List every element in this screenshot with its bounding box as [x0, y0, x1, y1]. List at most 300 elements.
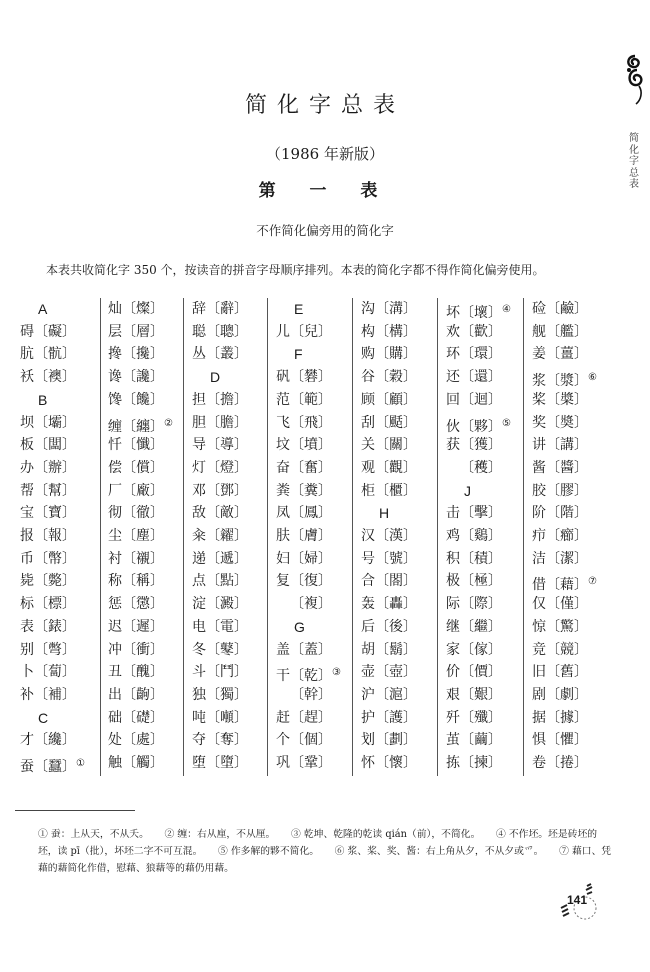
character-entry [532, 752, 588, 776]
simplified-char: 彻 [108, 505, 122, 522]
traditional-char: 〔蓋〕 [290, 641, 332, 658]
traditional-char: 〔關〕 [375, 437, 417, 454]
traditional-char: 〔繼〕 [460, 618, 502, 635]
simplified-char: 艰 [446, 686, 460, 703]
traditional-char: 〔穀〕 [375, 369, 417, 386]
traditional-char: 〔齣〕 [122, 686, 164, 703]
simplified-char: 顾 [361, 391, 375, 408]
simplified-char: 邓 [192, 482, 206, 499]
traditional-char: 〔夥〕 [460, 418, 502, 435]
simplified-char: 称 [108, 573, 122, 590]
simplified-char: 担 [192, 391, 206, 408]
character-entry [276, 707, 332, 731]
simplified-char: 姜 [532, 346, 546, 363]
simplified-char: 坝 [20, 414, 34, 431]
character-entry [192, 661, 248, 685]
footnote-3: ③ 乾坤、乾隆的乾读 qián（前），不简化。 [290, 829, 481, 840]
edition-label: （1986 年新版） [266, 145, 384, 163]
character-entry [108, 389, 164, 413]
character-entry [192, 616, 248, 640]
character-entry [192, 412, 248, 436]
traditional-char: 〔叢〕 [206, 346, 248, 363]
character-entry [192, 525, 248, 549]
simplified-char: 籴 [192, 528, 206, 544]
simplified-char: 赶 [276, 709, 290, 726]
traditional-char: 〔處〕 [122, 732, 164, 749]
traditional-char: 〔攙〕 [122, 346, 164, 363]
traditional-char: 〔擊〕 [460, 505, 502, 522]
character-entry [20, 729, 76, 753]
character-entry [532, 616, 588, 640]
character-entry [192, 434, 248, 458]
footnote-divider [15, 810, 135, 811]
traditional-char: 〔電〕 [206, 618, 248, 635]
traditional-char: 〔償〕 [122, 459, 164, 476]
simplified-char: 飞 [276, 414, 290, 431]
simplified-char: 坏 [446, 305, 460, 321]
traditional-char: 〔薑〕 [546, 346, 588, 363]
simplified-char: 极 [446, 573, 460, 590]
traditional-char: 〔稱〕 [122, 573, 164, 590]
simplified-char: 汉 [361, 528, 375, 544]
simplified-char: 惩 [108, 596, 122, 613]
simplified-char: 层 [108, 323, 122, 340]
character-entry [532, 707, 588, 731]
footnote-6: ⑥ 浆、桨、奖、酱：右上角从夕，不从夕或爫。 [334, 846, 544, 857]
simplified-char: 仅 [532, 596, 546, 613]
traditional-char: 〔讒〕 [122, 369, 164, 386]
character-entry [532, 321, 588, 345]
footnote-marker: ② [164, 417, 173, 429]
traditional-char: 〔礙〕 [34, 323, 76, 340]
footnote-marker: ① [76, 758, 85, 769]
traditional-char: 〔鄧〕 [206, 482, 248, 499]
simplified-char: 灯 [192, 459, 206, 476]
traditional-char: 〔階〕 [546, 505, 588, 522]
page-number: 141 [567, 893, 588, 907]
simplified-char: 谗 [108, 369, 122, 386]
simplified-char: 斗 [192, 664, 206, 681]
character-entry [361, 661, 417, 685]
character-entry [532, 457, 588, 481]
traditional-char: 〔蠶〕 [34, 759, 76, 775]
character-entry [361, 684, 417, 708]
character-entry [446, 321, 502, 345]
character-entry [446, 502, 502, 526]
simplified-char: 酱 [532, 459, 546, 476]
simplified-char: 洁 [532, 550, 546, 567]
character-entry [192, 343, 248, 367]
traditional-char: 〔藉〕 [546, 577, 588, 594]
traditional-char: 〔競〕 [546, 641, 588, 658]
simplified-char: 办 [20, 459, 34, 476]
traditional-char: 〔聰〕 [206, 323, 248, 340]
character-entry [20, 570, 76, 594]
traditional-char: 〔艦〕 [546, 323, 588, 340]
simplified-char: 轰 [361, 596, 375, 613]
simplified-char: 欢 [446, 323, 460, 340]
simplified-char: 夺 [192, 732, 206, 749]
column-rule [523, 298, 524, 776]
simplified-char: 据 [532, 709, 546, 726]
traditional-char: 〔講〕 [546, 437, 588, 454]
character-entry [361, 707, 417, 731]
simplified-char: 奋 [276, 459, 290, 476]
simplified-char: 巩 [276, 755, 290, 771]
simplified-char: 宝 [20, 505, 34, 522]
character-entry [20, 434, 76, 458]
traditional-char: 〔滬〕 [375, 686, 417, 703]
character-entry [446, 298, 511, 322]
character-entry [276, 752, 332, 776]
simplified-char: 丑 [108, 664, 122, 681]
traditional-char: 〔癤〕 [546, 528, 588, 544]
character-entry [108, 684, 164, 708]
traditional-char: 〔還〕 [460, 369, 502, 386]
character-entry [108, 502, 164, 526]
character-entry [361, 366, 417, 390]
simplified-char: 搀 [108, 346, 122, 363]
character-entry [20, 321, 76, 345]
simplified-char: 旧 [532, 664, 546, 681]
column-rule [437, 298, 438, 776]
traditional-char: 〔衝〕 [122, 641, 164, 658]
character-entry [532, 434, 588, 458]
traditional-char: 〔懼〕 [546, 732, 588, 749]
character-entry [276, 366, 332, 390]
traditional-char: 〔辭〕 [206, 301, 248, 317]
character-entry [20, 525, 76, 549]
character-entry [20, 502, 76, 526]
simplified-char: 硷 [532, 301, 546, 317]
character-entry [532, 661, 588, 685]
traditional-char: 〔潔〕 [546, 550, 588, 567]
character-entry [20, 752, 85, 776]
character-entry [532, 343, 588, 367]
simplified-char: 鸡 [446, 528, 460, 544]
simplified-char: 电 [192, 618, 206, 635]
character-entry [276, 593, 332, 617]
character-entry [361, 525, 417, 549]
simplified-char: 凤 [276, 505, 290, 522]
traditional-char: 〔澱〕 [206, 596, 248, 613]
simplified-char: 桨 [532, 391, 546, 408]
simplified-char: 剧 [532, 686, 546, 703]
simplified-char: 缠 [108, 418, 122, 435]
simplified-char: 才 [20, 732, 34, 749]
simplified-char: 惊 [532, 618, 546, 635]
simplified-char: 谷 [361, 369, 375, 386]
traditional-char: 〔補〕 [34, 686, 76, 703]
character-entry [276, 729, 332, 753]
simplified-char: 价 [446, 664, 460, 681]
character-entry [276, 639, 332, 663]
simplified-char: 淀 [192, 596, 206, 613]
character-entry [532, 593, 588, 617]
traditional-char: 〔膚〕 [290, 528, 332, 544]
traditional-char: 〔饞〕 [122, 391, 164, 408]
simplified-char: 舰 [532, 323, 546, 340]
traditional-char: 〔墳〕 [290, 437, 332, 454]
character-entry [446, 548, 502, 572]
traditional-char: 〔漢〕 [375, 528, 417, 544]
page-title: 简化字总表 [244, 93, 405, 118]
traditional-char: 〔迴〕 [460, 391, 502, 408]
character-entry [446, 343, 502, 367]
traditional-char: 〔際〕 [460, 596, 502, 613]
character-entry [20, 548, 76, 572]
traditional-char: 〔蔔〕 [34, 664, 76, 681]
traditional-char: 〔醬〕 [546, 459, 588, 476]
simplified-char: 沪 [361, 686, 375, 703]
character-entry [276, 661, 341, 685]
simplified-char: 胆 [192, 414, 206, 431]
traditional-char: 〔礎〕 [122, 709, 164, 726]
traditional-char: 〔閤〕 [375, 573, 417, 590]
traditional-char: 〔襯〕 [122, 550, 164, 567]
footnote-marker: ⑥ [588, 372, 597, 384]
character-entry [192, 298, 248, 322]
traditional-char: 〔報〕 [34, 528, 76, 544]
section-letter: D [210, 369, 221, 386]
traditional-char: 〔價〕 [460, 664, 502, 681]
traditional-char: 〔積〕 [460, 550, 502, 567]
character-entry [532, 298, 588, 322]
simplified-char: 馋 [108, 391, 122, 408]
character-entry [192, 480, 248, 504]
simplified-char: 观 [361, 459, 375, 476]
traditional-char: 〔斃〕 [34, 573, 76, 590]
simplified-char: 茧 [446, 732, 460, 749]
footnote-marker: ⑤ [502, 417, 511, 429]
traditional-char: 〔寶〕 [34, 505, 76, 522]
simplified-char: 递 [192, 550, 206, 567]
simplified-char: 阶 [532, 505, 546, 522]
traditional-char: 〔護〕 [375, 709, 417, 726]
traditional-char: 〔觀〕 [375, 459, 417, 476]
traditional-char: 〔殲〕 [460, 709, 502, 726]
simplified-char: 怀 [361, 755, 375, 771]
character-entry [108, 366, 164, 390]
simplified-char: 板 [20, 437, 34, 454]
simplified-char: 丛 [192, 346, 206, 363]
character-entry [361, 321, 417, 345]
traditional-char: 〔壩〕 [34, 414, 76, 431]
simplified-char: 触 [108, 755, 122, 771]
table-subtitle: 不作简化偏旁用的简化字 [256, 223, 394, 238]
simplified-char: 聪 [192, 323, 206, 340]
traditional-char: 〔壞〕 [460, 305, 502, 321]
character-entry [108, 343, 164, 367]
simplified-char: 堕 [192, 755, 206, 771]
character-entry [532, 502, 588, 526]
character-entry [532, 729, 588, 753]
traditional-char: 〔纏〕 [122, 418, 164, 435]
section-letter: E [294, 301, 304, 317]
character-entry [20, 616, 76, 640]
footnote-2: ② 缠：右从㢆，不从厘。 [164, 829, 276, 840]
character-entry [276, 684, 332, 708]
character-entry [361, 729, 417, 753]
simplified-char: 坟 [276, 437, 290, 454]
traditional-char: 〔遲〕 [122, 618, 164, 635]
traditional-char: 〔鼕〕 [206, 641, 248, 658]
footnote-7: ⑦ 藉口、凭藉的藉简化作借，慰藉、狼藉等的藉仍用藉。 [38, 846, 612, 874]
character-entry [192, 593, 248, 617]
character-entry [532, 570, 597, 594]
traditional-char: 〔歡〕 [460, 323, 502, 340]
simplified-char: 关 [361, 437, 375, 454]
column-rule [183, 298, 184, 776]
traditional-char: 〔劃〕 [375, 732, 417, 749]
section-letter: J [464, 482, 471, 499]
character-entry [108, 593, 164, 617]
simplified-char: 肮 [20, 346, 34, 363]
traditional-char: 〔幫〕 [34, 482, 76, 499]
simplified-char: 环 [446, 346, 460, 363]
traditional-char: 〔纔〕 [34, 732, 76, 749]
character-entry [192, 684, 248, 708]
character-entry [192, 548, 248, 572]
traditional-char: 〔層〕 [122, 323, 164, 340]
character-entry [361, 457, 417, 481]
simplified-char: 刮 [361, 414, 375, 431]
character-entry [446, 616, 502, 640]
simplified-char: 奖 [532, 414, 546, 431]
traditional-char: 〔鳳〕 [290, 505, 332, 522]
simplified-char: 敌 [192, 505, 206, 522]
traditional-char: 〔繭〕 [460, 732, 502, 749]
footnote-5: ⑤ 作多解的夥不简化。 [217, 846, 320, 857]
traditional-char: 〔導〕 [206, 437, 248, 454]
simplified-char: 号 [361, 550, 375, 567]
traditional-char: 〔購〕 [375, 346, 417, 363]
simplified-char: 击 [446, 505, 460, 522]
simplified-char: 冬 [192, 641, 206, 658]
simplified-char: 币 [20, 550, 34, 567]
character-entry [361, 752, 417, 776]
traditional-char: 〔徹〕 [122, 505, 164, 522]
footnote-1: ① 蚕：上从天，不从夭。 [38, 829, 149, 840]
traditional-char: 〔鬥〕 [206, 664, 248, 681]
character-entry [532, 684, 588, 708]
character-entry [108, 412, 173, 436]
traditional-char: 〔號〕 [375, 550, 417, 567]
character-entry [446, 570, 502, 594]
simplified-char: 讲 [532, 437, 546, 454]
simplified-char: 柜 [361, 482, 375, 499]
simplified-char: 复 [276, 573, 290, 590]
character-entry [108, 525, 164, 549]
character-entry [192, 457, 248, 481]
simplified-char: 借 [532, 577, 546, 594]
character-entry [108, 480, 164, 504]
character-entry [532, 389, 588, 413]
simplified-char: 独 [192, 686, 206, 703]
character-entry [361, 548, 417, 572]
simplified-char: 妇 [276, 550, 290, 567]
simplified-char: 帮 [20, 482, 34, 499]
character-entry [108, 298, 164, 322]
character-entry [20, 684, 76, 708]
simplified-char: 际 [446, 596, 460, 613]
character-entry [361, 593, 417, 617]
traditional-char: 〔轟〕 [375, 596, 417, 613]
traditional-char: 〔劇〕 [546, 686, 588, 703]
simplified-char: 肤 [276, 528, 290, 544]
traditional-char: 〔構〕 [375, 323, 417, 340]
simplified-char: 拣 [446, 755, 460, 771]
traditional-char: 〔奬〕 [546, 414, 588, 431]
character-entry [20, 457, 76, 481]
character-entry [446, 389, 502, 413]
character-entry [108, 729, 164, 753]
traditional-char: 〔揀〕 [460, 755, 502, 771]
simplified-char: 忏 [108, 437, 122, 454]
simplified-char: 胶 [532, 482, 546, 499]
simplified-char: 补 [20, 686, 34, 703]
simplified-char: 点 [192, 573, 206, 590]
traditional-char: 〔穫〕 [460, 459, 502, 476]
simplified-char: 辞 [192, 301, 206, 317]
traditional-char: 〔傢〕 [460, 641, 502, 658]
simplified-char: 尘 [108, 528, 122, 544]
character-entry [108, 616, 164, 640]
traditional-char: 〔懲〕 [122, 596, 164, 613]
simplified-char: 粪 [276, 482, 290, 499]
traditional-char: 〔奪〕 [206, 732, 248, 749]
simplified-char: 卜 [20, 664, 34, 681]
character-entry [20, 593, 76, 617]
traditional-char: 〔墮〕 [206, 755, 248, 771]
simplified-char: 浆 [532, 373, 546, 390]
simplified-char: 家 [446, 641, 460, 658]
traditional-char: 〔壺〕 [375, 664, 417, 681]
traditional-char: 〔礬〕 [290, 369, 332, 386]
character-entry [361, 480, 417, 504]
section-letter: A [38, 301, 48, 317]
traditional-char: 〔範〕 [290, 391, 332, 408]
character-entry [276, 548, 332, 572]
traditional-char: 〔溝〕 [375, 301, 417, 317]
character-entry [20, 639, 76, 663]
simplified-char: 迟 [108, 618, 122, 635]
traditional-char: 〔獨〕 [206, 686, 248, 703]
simplified-char: 干 [276, 668, 290, 685]
simplified-char: 获 [446, 437, 460, 454]
traditional-char: 〔闆〕 [34, 437, 76, 454]
simplified-char: 范 [276, 391, 290, 408]
character-entry [108, 639, 164, 663]
character-entry [446, 639, 502, 663]
character-entry [276, 434, 332, 458]
traditional-char: 〔僅〕 [546, 596, 588, 613]
character-entry [108, 321, 164, 345]
simplified-char: 卷 [532, 755, 546, 771]
traditional-char: 〔後〕 [375, 618, 417, 635]
section-letter: B [38, 391, 48, 408]
section-letter: G [294, 618, 305, 635]
character-entry [276, 389, 332, 413]
footnote-4: ④ 不作坯。坯是砖坯的坯，读 pī（批），坏坯二字不可互混。 [38, 829, 598, 857]
character-entry [192, 752, 248, 776]
character-entry [20, 412, 76, 436]
traditional-char: 〔塵〕 [122, 528, 164, 544]
traditional-char: 〔錶〕 [34, 618, 76, 635]
simplified-char: 报 [20, 528, 34, 544]
character-entry [532, 480, 588, 504]
character-entry [192, 389, 248, 413]
